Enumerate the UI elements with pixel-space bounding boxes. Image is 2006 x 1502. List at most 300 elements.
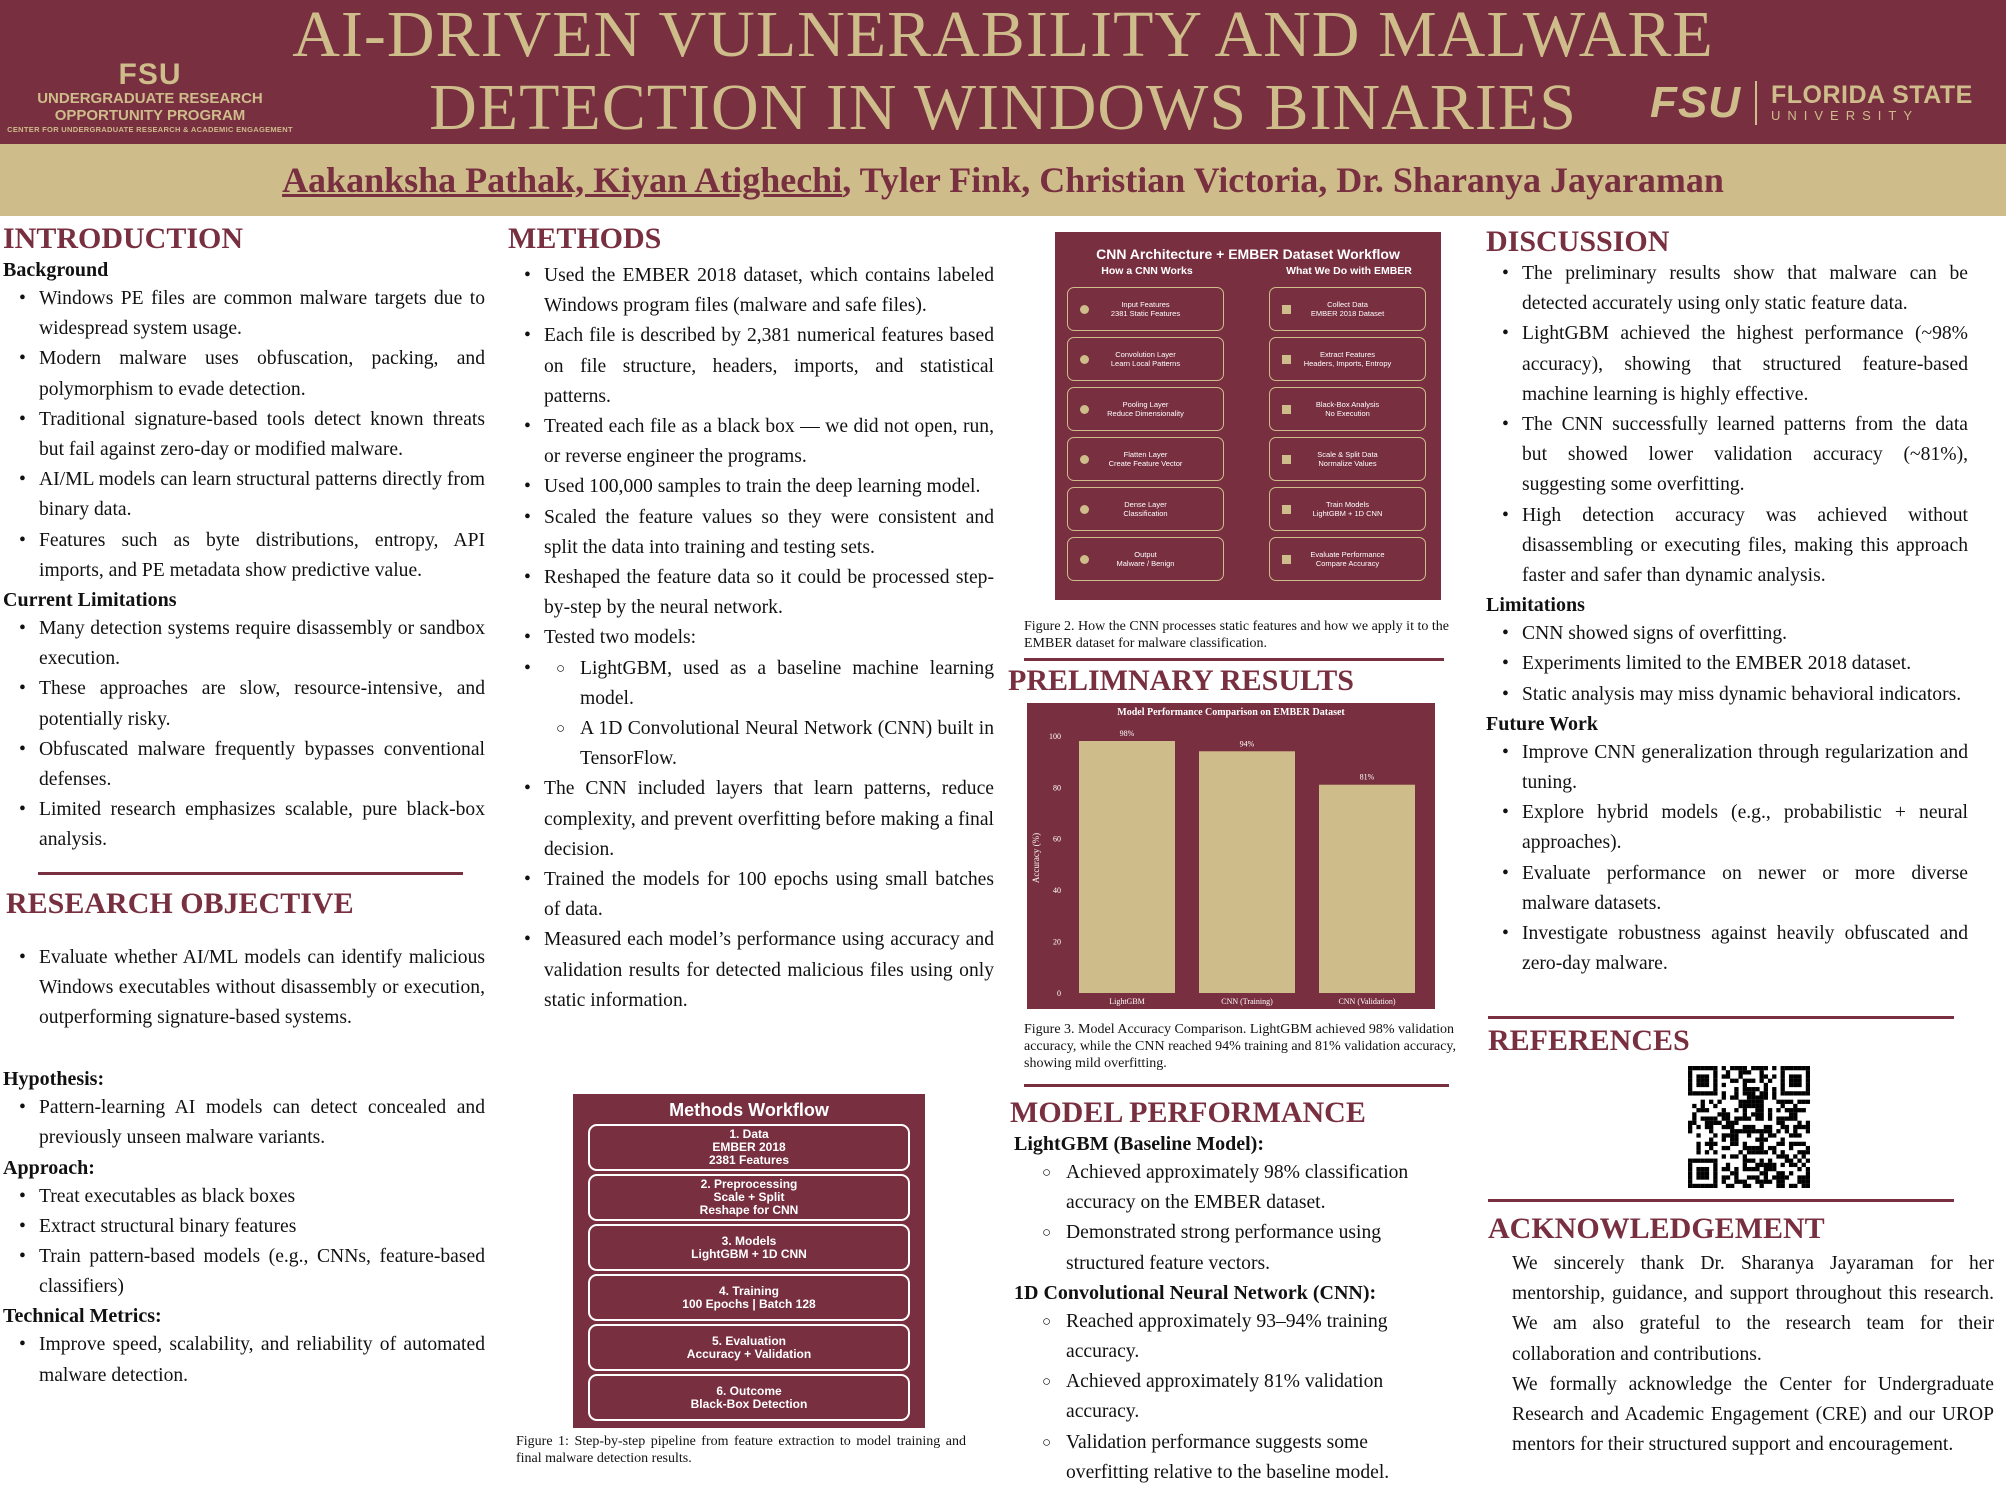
qr-module <box>1696 1184 1700 1188</box>
fsu-logo-sub: UNIVERSITY <box>1771 108 1920 123</box>
qr-module <box>1806 1091 1810 1095</box>
qr-module <box>1797 1125 1801 1129</box>
qr-module <box>1789 1066 1793 1070</box>
qr-module <box>1734 1108 1738 1112</box>
qr-module <box>1709 1129 1713 1133</box>
qr-module <box>1793 1091 1797 1095</box>
qr-module <box>1751 1146 1755 1150</box>
lightgbm-label: LightGBM (Baseline Model): <box>1014 1133 1264 1155</box>
fsu-logo-divider <box>1755 81 1757 125</box>
architecture-step <box>1067 287 1224 331</box>
qr-module <box>1705 1159 1709 1163</box>
step-line: Black-Box Detection <box>690 1396 808 1411</box>
qr-module <box>1797 1079 1801 1083</box>
qr-module <box>1760 1116 1764 1120</box>
research-objective-title: RESEARCH OBJECTIVE <box>6 886 354 920</box>
qr-module <box>1768 1163 1772 1167</box>
qr-module <box>1760 1112 1764 1116</box>
list-item: • The CNN included layers that learn patterns, reduce complexity, and prevent overfitting before making a final decision. <box>508 774 994 865</box>
qr-module <box>1747 1087 1751 1091</box>
architecture-step <box>1269 487 1426 531</box>
step-line: LightGBM + 1D CNN <box>1312 509 1383 518</box>
qr-module <box>1797 1091 1801 1095</box>
qr-module <box>1743 1129 1747 1133</box>
qr-module <box>1713 1104 1717 1108</box>
qr-module <box>1730 1133 1734 1137</box>
qr-module <box>1688 1129 1692 1133</box>
list-item: • Obfuscated malware frequently bypasses conventional defenses. <box>3 735 485 795</box>
chart-title: Model Performance Comparison on EMBER Dataset <box>1117 707 1345 718</box>
qr-module <box>1755 1112 1759 1116</box>
urop-logo-line3: CENTER FOR UNDERGRADUATE RESEARCH & ACADEMIC ENGAGEMENT <box>7 125 293 134</box>
qr-module <box>1717 1100 1721 1104</box>
step-line: Reshape for CNN <box>699 1203 799 1217</box>
step-line: 2381 Static Features <box>1110 309 1181 318</box>
qr-module <box>1802 1150 1806 1154</box>
qr-module <box>1755 1150 1759 1154</box>
qr-module <box>1789 1100 1793 1104</box>
qr-module <box>1726 1175 1730 1179</box>
qr-module <box>1709 1142 1713 1146</box>
qr-module <box>1734 1167 1738 1171</box>
qr-module <box>1713 1180 1717 1184</box>
qr-module <box>1776 1129 1780 1133</box>
qr-module <box>1713 1150 1717 1154</box>
qr-module <box>1772 1087 1776 1091</box>
column-4 <box>1486 225 1968 979</box>
qr-module <box>1802 1091 1806 1095</box>
bar <box>1319 785 1415 993</box>
qr-module <box>1764 1129 1768 1133</box>
qr-module <box>1709 1184 1713 1188</box>
qr-module <box>1747 1116 1751 1120</box>
qr-module <box>1760 1180 1764 1184</box>
qr-module <box>1692 1121 1696 1125</box>
step-line: Evaluate Performance <box>1310 550 1385 559</box>
circle-bullet-icon <box>1080 355 1089 364</box>
qr-module <box>1768 1112 1772 1116</box>
qr-module <box>1722 1083 1726 1087</box>
qr-module <box>1793 1079 1797 1083</box>
step-line: 2. Preprocessing <box>700 1177 798 1191</box>
qr-module <box>1743 1104 1747 1108</box>
qr-module <box>1789 1091 1793 1095</box>
list-item: • Used the EMBER 2018 dataset, which contains labeled Windows program files (malware and safe files). <box>508 261 994 321</box>
qr-module <box>1781 1100 1785 1104</box>
list-item: • Used 100,000 samples to train the deep learning model. <box>508 472 994 502</box>
qr-module <box>1764 1167 1768 1171</box>
column-1 <box>3 222 485 1391</box>
qr-module <box>1709 1066 1713 1070</box>
qr-module <box>1751 1091 1755 1095</box>
qr-module <box>1764 1095 1768 1099</box>
square-bullet-icon <box>1282 455 1291 464</box>
list-item: • Treated each file as a black box — we did not open, run, or reverse engineer the programs. <box>508 412 994 472</box>
list-item: • Limited research emphasizes scalable, pure black-box analysis. <box>3 795 485 855</box>
qr-module <box>1781 1171 1785 1175</box>
qr-module <box>1747 1070 1751 1074</box>
models-sublist-wrapper <box>508 654 994 775</box>
qr-module <box>1806 1184 1810 1188</box>
qr-module <box>1701 1074 1705 1078</box>
qr-module <box>1764 1125 1768 1129</box>
qr-module <box>1806 1121 1810 1125</box>
qr-module <box>1709 1138 1713 1142</box>
list-item: • CNN showed signs of overfitting. <box>1486 619 1968 649</box>
qr-module <box>1764 1180 1768 1184</box>
architecture-step <box>1269 287 1426 331</box>
introduction-title: INTRODUCTION <box>3 222 244 255</box>
discussion-title: DISCUSSION <box>1486 225 1670 258</box>
qr-module <box>1705 1121 1709 1125</box>
qr-module <box>1768 1125 1772 1129</box>
qr-module <box>1738 1074 1742 1078</box>
y-tick-label: 100 <box>1049 731 1061 741</box>
methods-list <box>508 261 994 1016</box>
qr-module <box>1747 1100 1751 1104</box>
qr-module <box>1734 1154 1738 1158</box>
step-line: 5. Evaluation <box>711 1333 787 1348</box>
urop-logo-line1: UNDERGRADUATE RESEARCH <box>37 90 263 107</box>
qr-module <box>1726 1112 1730 1116</box>
list-item: ○ Reached approximately 93–94% training accuracy. <box>1030 1307 1450 1367</box>
qr-module <box>1722 1125 1726 1129</box>
qr-module <box>1722 1175 1726 1179</box>
qr-module <box>1793 1074 1797 1078</box>
qr-module <box>1734 1079 1738 1083</box>
qr-module <box>1743 1066 1747 1070</box>
qr-module <box>1760 1163 1764 1167</box>
hypothesis-label: Hypothesis: <box>3 1068 105 1091</box>
qr-module <box>1793 1129 1797 1133</box>
step-line: Normalize Values <box>1318 459 1377 468</box>
qr-module <box>1709 1121 1713 1125</box>
qr-module <box>1781 1138 1785 1142</box>
list-item: • LightGBM achieved the highest performance (~98% accuracy), showing that structured feature-based machine learning is highly effective. <box>1486 319 1968 410</box>
qr-module <box>1793 1112 1797 1116</box>
list-item: ○ • LightGBM, used as a baseline machine learning model. <box>544 654 994 714</box>
qr-module <box>1793 1133 1797 1137</box>
qr-module <box>1701 1184 1705 1188</box>
qr-module <box>1717 1121 1721 1125</box>
step-line: Dense Layer <box>1124 500 1167 509</box>
architecture-right-head: What We Do with EMBER <box>1286 265 1412 277</box>
qr-module <box>1722 1108 1726 1112</box>
qr-module <box>1688 1121 1692 1125</box>
y-tick-label: 80 <box>1053 783 1061 793</box>
methods-workflow-title: Methods Workflow <box>669 1100 829 1120</box>
qr-module <box>1781 1175 1785 1179</box>
qr-module <box>1726 1167 1730 1171</box>
qr-module <box>1772 1091 1776 1095</box>
qr-module <box>1743 1112 1747 1116</box>
step-line: 6. Outcome <box>716 1383 782 1398</box>
step-line: Reduce Dimensionality <box>1107 409 1184 418</box>
qr-module <box>1696 1083 1700 1087</box>
qr-module <box>1730 1154 1734 1158</box>
qr-module <box>1743 1163 1747 1167</box>
qr-module <box>1747 1104 1751 1108</box>
qr-module <box>1701 1175 1705 1179</box>
qr-module <box>1705 1074 1709 1078</box>
qr-module <box>1776 1108 1780 1112</box>
qr-module <box>1768 1167 1772 1171</box>
qr-module <box>1772 1175 1776 1179</box>
list-item: • Evaluate whether AI/ML models can identify malicious Windows executables without disassembly or execution, outperforming signature-based systems. <box>3 943 485 1034</box>
background-list <box>3 284 485 586</box>
approach-label: Approach: <box>3 1156 95 1179</box>
qr-module <box>1772 1133 1776 1137</box>
qr-module <box>1726 1121 1730 1125</box>
qr-module <box>1747 1079 1751 1083</box>
step-line: Convolution Layer <box>1115 350 1176 359</box>
step-line: Learn Local Patterns <box>1110 359 1181 368</box>
qr-module <box>1760 1074 1764 1078</box>
qr-module <box>1701 1091 1705 1095</box>
qr-module <box>1751 1079 1755 1083</box>
qr-module <box>1764 1171 1768 1175</box>
qr-module <box>1751 1175 1755 1179</box>
qr-module <box>1785 1108 1789 1112</box>
qr-module <box>1755 1095 1759 1099</box>
bar <box>1079 741 1175 993</box>
qr-module <box>1701 1104 1705 1108</box>
qr-module <box>1806 1175 1810 1179</box>
qr-module <box>1730 1171 1734 1175</box>
qr-module <box>1789 1159 1793 1163</box>
qr-module <box>1726 1070 1730 1074</box>
qr-module <box>1802 1180 1806 1184</box>
qr-module <box>1743 1087 1747 1091</box>
qr-module <box>1802 1125 1806 1129</box>
cnn-list <box>1010 1307 1450 1488</box>
qr-module <box>1738 1180 1742 1184</box>
list-item: • Features such as byte distributions, entropy, API imports, and PE metadata show predictive value. <box>3 526 485 586</box>
qr-module <box>1701 1171 1705 1175</box>
qr-module <box>1797 1083 1801 1087</box>
qr-module <box>1797 1133 1801 1137</box>
square-bullet-icon <box>1282 405 1291 414</box>
qr-module <box>1806 1171 1810 1175</box>
qr-module <box>1747 1125 1751 1129</box>
x-tick-label: CNN (Validation) <box>1338 997 1396 1006</box>
qr-module <box>1726 1163 1730 1167</box>
list-item: • Improve speed, scalability, and reliability of automated malware detection. <box>3 1330 485 1390</box>
qr-module <box>1768 1116 1772 1120</box>
qr-module <box>1781 1104 1785 1108</box>
qr-module <box>1781 1184 1785 1188</box>
qr-module <box>1776 1100 1780 1104</box>
qr-module <box>1789 1116 1793 1120</box>
step-line: Extract Features <box>1319 350 1376 359</box>
acknowledgement-p1: We sincerely thank Dr. Sharanya Jayaraman for her mentorship, guidance, and support throughout this research. We am also grateful to the research team for their collaboration and contributions. <box>1512 1253 1994 1365</box>
methods-workflow-figure <box>573 1094 925 1428</box>
qr-module <box>1726 1074 1730 1078</box>
qr-module <box>1743 1167 1747 1171</box>
qr-module <box>1722 1154 1726 1158</box>
qr-module <box>1743 1091 1747 1095</box>
acknowledgement-title: ACKNOWLEDGEMENT <box>1488 1212 1825 1245</box>
figure-3-caption: Figure 3. Model Accuracy Comparison. LightGBM achieved 98% validation accuracy, while the CNN reached 94% training and 81% validation accuracy, showing mild overfitting. <box>1024 1022 1456 1071</box>
circle-bullet-icon <box>1080 455 1089 464</box>
list-item: • Pattern-learning AI models can detect concealed and previously unseen malware variants. <box>3 1093 485 1153</box>
qr-module <box>1701 1083 1705 1087</box>
step-line: 2381 Features <box>708 1153 790 1167</box>
qr-module <box>1730 1095 1734 1099</box>
qr-module <box>1797 1142 1801 1146</box>
qr-module <box>1713 1133 1717 1137</box>
references-qr-code[interactable] <box>1688 1066 1810 1188</box>
qr-module <box>1743 1146 1747 1150</box>
qr-module <box>1806 1129 1810 1133</box>
qr-module <box>1760 1108 1764 1112</box>
accuracy-chart <box>1027 703 1435 1009</box>
fsu-logo-text <box>1771 82 1973 124</box>
qr-module <box>1768 1133 1772 1137</box>
qr-module <box>1785 1175 1789 1179</box>
qr-module <box>1734 1066 1738 1070</box>
square-bullet-icon <box>1282 305 1291 314</box>
qr-module <box>1730 1129 1734 1133</box>
qr-module <box>1789 1108 1793 1112</box>
qr-module <box>1696 1066 1700 1070</box>
workflow-step <box>588 1174 910 1221</box>
qr-module <box>1793 1116 1797 1120</box>
circle-bullet-icon <box>1080 505 1089 514</box>
qr-module <box>1797 1108 1801 1112</box>
qr-module <box>1743 1116 1747 1120</box>
qr-module <box>1781 1180 1785 1184</box>
step-line: Input Features <box>1121 300 1170 309</box>
methods-title: METHODS <box>508 222 662 255</box>
qr-module <box>1776 1116 1780 1120</box>
section-divider <box>1488 1016 1954 1019</box>
qr-module <box>1696 1159 1700 1163</box>
qr-module <box>1781 1066 1785 1070</box>
qr-module <box>1701 1159 1705 1163</box>
qr-module <box>1764 1163 1768 1167</box>
step-line: Accuracy + Validation <box>686 1346 812 1361</box>
figure-2-caption: Figure 2. How the CNN processes static features and how we apply it to the EMBER dataset for malware classification. <box>1024 619 1449 651</box>
qr-module <box>1802 1100 1806 1104</box>
qr-module <box>1806 1167 1810 1171</box>
qr-module <box>1734 1129 1738 1133</box>
models-sublist <box>544 654 994 775</box>
qr-module <box>1755 1100 1759 1104</box>
poster-title-line1: AI-DRIVEN VULNERABILITY AND MALWARE <box>292 0 1714 71</box>
qr-module <box>1692 1112 1696 1116</box>
qr-module <box>1747 1133 1751 1137</box>
qr-module <box>1692 1116 1696 1120</box>
step-line: EMBER 2018 Dataset <box>1310 309 1385 318</box>
authors-rest: , Tyler Fink, Christian Victoria, Dr. Sharanya Jayaraman <box>842 160 1724 200</box>
qr-module <box>1696 1074 1700 1078</box>
bar <box>1199 751 1295 993</box>
qr-module <box>1747 1184 1751 1188</box>
qr-module <box>1793 1104 1797 1108</box>
qr-module <box>1734 1116 1738 1120</box>
step-line: LightGBM + 1D CNN <box>691 1246 807 1261</box>
qr-module <box>1781 1074 1785 1078</box>
qr-module <box>1709 1125 1713 1129</box>
qr-module <box>1730 1066 1734 1070</box>
qr-module <box>1734 1180 1738 1184</box>
qr-module <box>1776 1180 1780 1184</box>
qr-module <box>1764 1087 1768 1091</box>
qr-module <box>1743 1083 1747 1087</box>
qr-module <box>1772 1095 1776 1099</box>
current-limitations-label: Current Limitations <box>3 589 177 612</box>
qr-module <box>1793 1184 1797 1188</box>
list-item: • Measured each model’s performance using accuracy and validation results for detected malicious files using only static information. <box>508 925 994 1016</box>
section-divider <box>1024 1084 1449 1087</box>
cnn-label: 1D Convolutional Neural Network (CNN): <box>1014 1281 1377 1304</box>
qr-module <box>1738 1150 1742 1154</box>
qr-module <box>1709 1146 1713 1150</box>
qr-module <box>1709 1159 1713 1163</box>
qr-module <box>1743 1142 1747 1146</box>
qr-module <box>1751 1167 1755 1171</box>
qr-module <box>1789 1074 1793 1078</box>
urop-logo <box>0 60 300 136</box>
qr-module <box>1688 1167 1692 1171</box>
qr-module <box>1713 1074 1717 1078</box>
qr-module <box>1696 1133 1700 1137</box>
qr-module <box>1797 1180 1801 1184</box>
qr-module <box>1789 1171 1793 1175</box>
qr-module <box>1797 1167 1801 1171</box>
qr-module <box>1793 1108 1797 1112</box>
qr-module <box>1747 1159 1751 1163</box>
list-item: • Tested two models: <box>508 623 994 653</box>
qr-module <box>1806 1079 1810 1083</box>
qr-module <box>1776 1175 1780 1179</box>
section-divider <box>1488 1199 1954 1202</box>
qr-module <box>1696 1108 1700 1112</box>
list-item: • Experiments limited to the EMBER 2018 dataset. <box>1486 649 1968 679</box>
qr-module <box>1764 1083 1768 1087</box>
y-tick-label: 40 <box>1053 886 1061 896</box>
poster-title-line2: DETECTION IN WINDOWS BINARIES <box>429 71 1577 144</box>
qr-module <box>1751 1104 1755 1108</box>
y-tick-label: 20 <box>1053 937 1061 947</box>
qr-module <box>1806 1180 1810 1184</box>
qr-module <box>1705 1079 1709 1083</box>
qr-module <box>1705 1091 1709 1095</box>
qr-module <box>1797 1074 1801 1078</box>
qr-module <box>1806 1087 1810 1091</box>
qr-module <box>1789 1079 1793 1083</box>
qr-module <box>1713 1116 1717 1120</box>
authors-underlined: Aakanksha Pathak, Kiyan Atighechi <box>282 160 843 200</box>
column-2 <box>508 222 994 1016</box>
qr-module <box>1743 1079 1747 1083</box>
section-divider <box>1024 658 1444 661</box>
qr-module <box>1722 1066 1726 1070</box>
qr-module <box>1789 1142 1793 1146</box>
figure-1-caption: Figure 1: Step-by-step pipeline from feature extraction to model training and final malware detection results. <box>516 1434 966 1466</box>
qr-module <box>1755 1104 1759 1108</box>
list-item: • Windows PE files are common malware targets due to widespread system usage. <box>3 284 485 344</box>
workflow-step <box>588 1224 910 1271</box>
qr-module <box>1776 1171 1780 1175</box>
qr-module <box>1768 1180 1772 1184</box>
qr-module <box>1743 1070 1747 1074</box>
accuracy-chart-svg <box>1027 703 1435 1009</box>
list-item: • Explore hybrid models (e.g., probabilistic + neural approaches). <box>1486 798 1968 858</box>
qr-module <box>1776 1184 1780 1188</box>
qr-module <box>1747 1095 1751 1099</box>
